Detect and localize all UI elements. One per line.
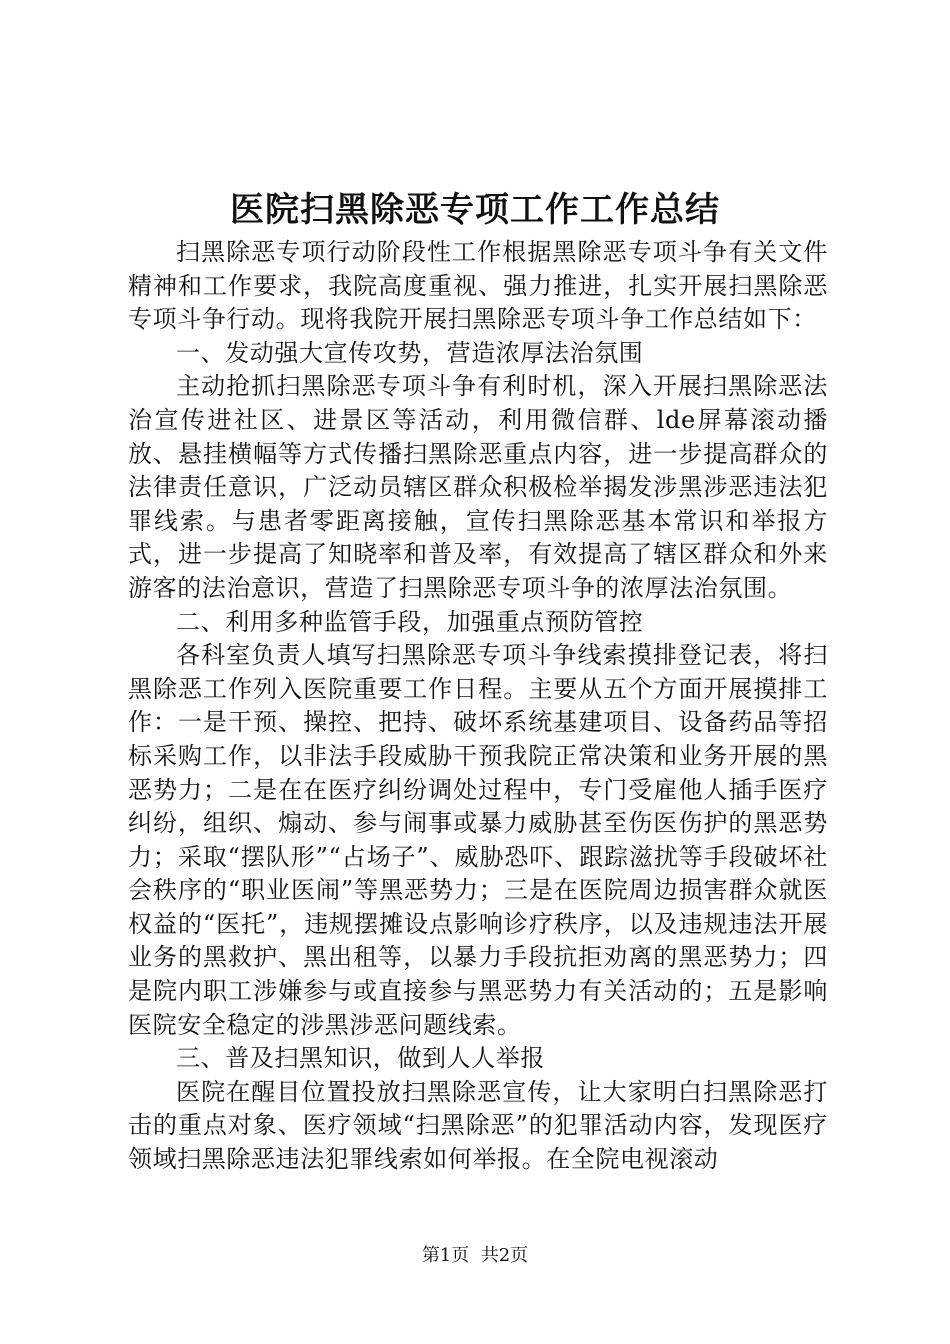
section-3-body: 医院在醒目位置投放扫黑除恶宣传，让大家明白扫黑除恶打击的重点对象、医疗领域“扫黑除恶”的犯罪活动内容，发现医疗领域扫黑除恶违法犯罪线索如何举报。在全院电视滚动 [128,1077,828,1174]
document-body [128,236,828,1177]
section-1-body: 主动抢抓扫黑除恶专项斗争有利时机，深入开展扫黑除恶法治宣传进社区、进景区等活动，利用微信群、lde屏幕滚动播放、悬挂横幅等方式传播扫黑除恶重点内容，进一步提高群众的法律责任意识，广泛动员辖区群众积极检举揭发涉黑涉恶违法犯罪线索。与患者零距离接触，宣传扫黑除恶基本常识和举报方式，进一步提高了知晓率和普及率，有效提高了辖区群众和外来游客的法治意识，营造了扫黑除恶专项斗争的浓厚法治氛围。 [128,372,828,602]
page-number: 第1页 共2页 [421,1245,529,1266]
document-title: 医院扫黑除恶专项工作工作总结 [230,190,720,230]
section-2-body: 各科室负责人填写扫黑除恶专项斗争线索摸排登记表，将扫黑除恶工作列入医院重要工作日程。主要从五个方面开展摸排工作：一是干预、操控、把持、破坏系统基建项目、设备药品等招标采购工作，以非法手段威胁干预我院正常决策和业务开展的黑恶势力；二是在在医疗纠纷调处过程中，专门受雇他人插手医疗纠纷，组织、煽动、参与闹事或暴力威胁甚至伤医伤护的黑恶势力；采取“摆队形”“占场子”、威胁恐吓、跟踪滋扰等手段破坏社会秩序的“职业医闹”等黑恶势力；三是在医院周边损害群众就医权益的“医托”，违规摆摊设点影响诊疗秩序，以及违规违法开展业务的黑救护、黑出租等，以暴力手段抗拒劝离的黑恶势力；四是院内职工涉嫌参与或直接参与黑恶势力有关活动的；五是影响医院安全稳定的涉黑涉恶问题线索。 [128,641,828,1039]
section-2-heading: 二、利用多种监管手段，加强重点预防管控 [176,607,644,636]
page-footer [0,1244,950,1268]
section-1-heading: 一、发动强大宣传攻势，营造浓厚法治氛围 [176,338,644,367]
intro-paragraph: 扫黑除恶专项行动阶段性工作根据黑除恶专项斗争有关文件精神和工作要求，我院高度重视、强力推进，扎实开展扫黑除恶专项斗争行动。现将我院开展扫黑除恶专项斗争工作总结如下： [128,238,828,334]
section-3-heading: 三、普及扫黑知识，做到人人举报 [176,1044,545,1073]
